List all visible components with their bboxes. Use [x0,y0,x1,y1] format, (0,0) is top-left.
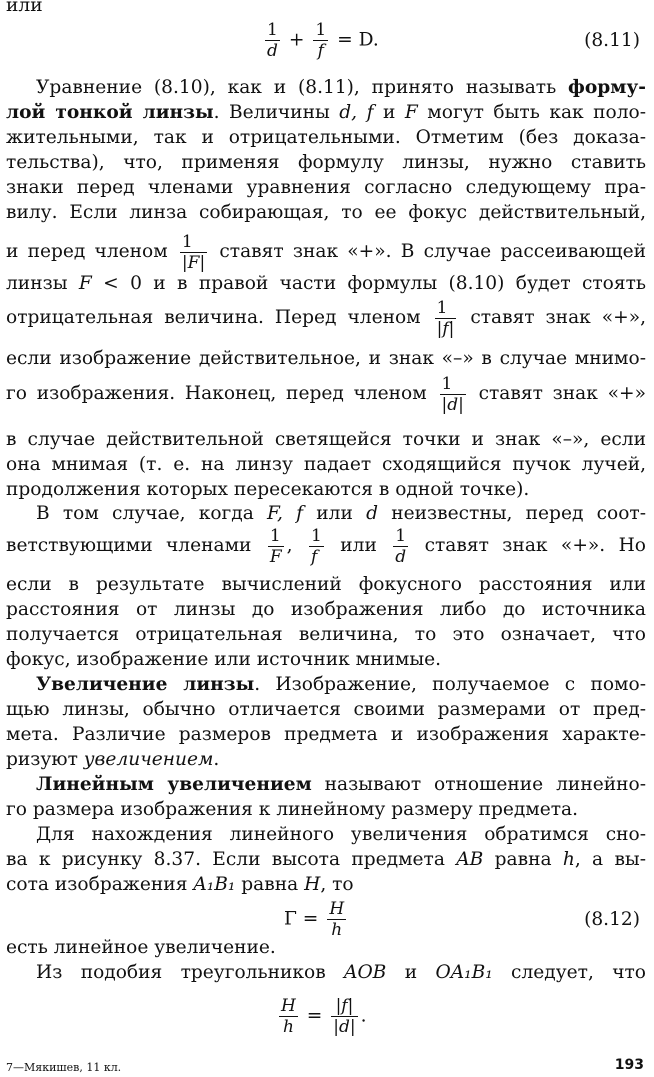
top-word: или [6,0,43,16]
frac-den: |f| [436,318,455,339]
text: ставят знак «+» [478,383,646,404]
p1-line12: в случае действительной светящейся точки и знак «–», если [6,429,646,450]
text: и [373,102,405,123]
frac-den: d [395,546,407,567]
p1-line13: она мнимая (т. е. на линзу падает сходящийся пучок лучей, [6,454,646,475]
eq-ratio-den-a: h [282,1017,294,1037]
comma: , [286,535,293,556]
fraction-1-over-d [393,526,408,567]
p4-line1 [36,773,646,797]
p3-line2: щью линзы, обычно отличается своими размерами от пред- [6,699,646,720]
var: F, f [267,503,304,524]
eq812-num: H [329,899,345,919]
text: В том случае, когда [36,503,268,524]
fraction-1-over-f [435,298,457,339]
p1-line8 [6,272,646,296]
p1-line9 [6,296,646,340]
p1-line10: если изображение действительное, и знак «–» в случае мнимо- [6,348,646,369]
eq812-lhs: Γ = [284,908,319,930]
p2-line4: расстояния от линзы до изображения либо до источника [6,599,646,620]
text: равна [483,849,563,870]
eq811-num-b: 1 [315,20,327,40]
frac-num: 1 [393,526,408,547]
eq-ratio-dot: . [360,1005,367,1027]
eq811-den-b: f [317,41,324,61]
text: , а вы- [574,849,646,870]
var: d [366,503,378,524]
text: Уравнение (8.10), как и (8.11), принято называть [36,77,569,98]
frac-den: f [311,546,318,567]
text: сота изображения [6,874,194,895]
frac-den: F [269,546,282,567]
page-number: 193 [614,1057,644,1073]
p5-line2 [6,848,646,872]
text: . Изображение, получаемое с помо- [254,674,646,695]
p5-line1: Для нахождения линейного увеличения обратимся сно- [36,824,646,845]
frac-den: |F| [181,252,206,273]
var: AB [456,849,484,870]
text: или [340,535,377,556]
text: . [213,749,220,770]
text: неизвестны, перед соот- [378,503,646,524]
p1-line2 [6,101,646,125]
p3-line1 [36,673,646,697]
fraction-1-over-d [440,374,466,415]
text: отрицательная величина. Перед членом [6,307,421,328]
text: и [386,962,436,983]
p1-line6: вилу. Если линза собирающая, то ее фокус действительный, [6,202,646,223]
p6-line1: есть линейное увеличение. [6,937,276,958]
frac-num: 1 [268,526,284,547]
equation-8-11 [262,20,379,61]
p3-line3: мета. Различие размеров предмета и изображения характе- [6,724,646,745]
p4-line2: го размера изображения к линейному размеру предмета. [6,799,579,820]
bold-term: Линейным увеличением [36,774,312,795]
text: Из подобия треугольников [36,962,345,983]
var: h [562,849,575,870]
bold-term: лой тонкой линзы [6,102,214,123]
footer-signature: 7—Мякишев, 11 кл. [6,1061,122,1074]
var: d, f [339,102,374,123]
text: или [303,503,367,524]
eq-ratio-den-b: |d| [333,1017,356,1037]
p2-line3: если в результате вычислений фокусного расстояния или [6,574,646,595]
text: го изображения. Наконец, перед членом [6,383,427,404]
fraction-1-over-F [180,232,207,273]
eq812-den: h [331,920,343,940]
text: ставят знак «+». В случае рассеивающей [219,241,646,262]
eq812-number: (8.12) [584,909,640,930]
p1-line7 [6,230,646,274]
text: могут быть как поло- [417,102,647,123]
text: линзы [6,273,79,294]
eq811-den-a: d [267,41,278,61]
eq811-number: (8.11) [584,30,640,51]
p7-line1 [36,961,646,985]
frac-den: |d| [441,394,464,415]
eq-ratio-num-a: H [281,996,296,1016]
var: F [404,102,418,123]
fraction-1-over-F [268,526,284,567]
bold-term: Увеличение линзы [36,674,255,695]
p1-line3: жительными, так и отрицательными. Отметим (без доказа- [6,127,646,148]
var: A₁B₁ [193,874,236,895]
p3-line4 [6,748,646,772]
frac-num: 1 [440,374,466,395]
var: F [78,273,92,294]
frac-num: 1 [311,525,322,546]
p1-line1 [36,76,646,100]
text: , то [320,874,354,895]
p2-line2 [6,524,646,568]
frac-num: 1 [435,298,457,319]
text: ва к рисунку 8.37. Если высота предмета [6,849,457,870]
eq811-plus: + [288,29,305,51]
eq-ratio-equals: = [306,1005,323,1027]
p2-line5: получается отрицательная величина, то это означает, что [6,624,646,645]
eq811-num-a: 1 [265,20,280,41]
p5-line3 [6,873,646,897]
equation-8-12 [284,899,349,940]
var: OA₁B₁ [435,962,493,983]
text: ставят знак «+», [470,307,646,328]
bold-term: форму- [568,77,646,98]
text: ставят знак «+». Но [424,535,646,556]
text: ветствующими членами [6,535,252,556]
equation-ratio [276,996,367,1037]
p1-line5: знаки перед членами уравнения согласно следующему пра- [6,177,646,198]
text: называют отношение линейно- [311,774,646,795]
var: AOB [344,962,387,983]
var: H [304,874,321,895]
italic-term: увеличением [83,749,214,770]
text: < 0 и в правой части формулы (8.10) будет стоять [91,273,647,294]
p2-line6: фокус, изображение или источник мнимые. [6,649,442,670]
text: и перед членом [6,241,168,262]
p1-line11 [6,372,646,416]
text: следует, что [492,962,646,983]
eq811-rhs: = D. [337,29,379,51]
frac-num: 1 [180,232,207,253]
p1-line4: тельства), что, применяя формулу линзы, нужно ставить [6,152,646,173]
text: . Величины [213,102,340,123]
text: ризуют [6,749,84,770]
p1-line14: продолжения которых пересекаются в одной точке). [6,479,530,500]
fraction-1-over-f [309,526,324,567]
eq-ratio-num-b: |f| [331,996,357,1017]
text: равна [235,874,305,895]
p2-line1 [36,502,646,526]
